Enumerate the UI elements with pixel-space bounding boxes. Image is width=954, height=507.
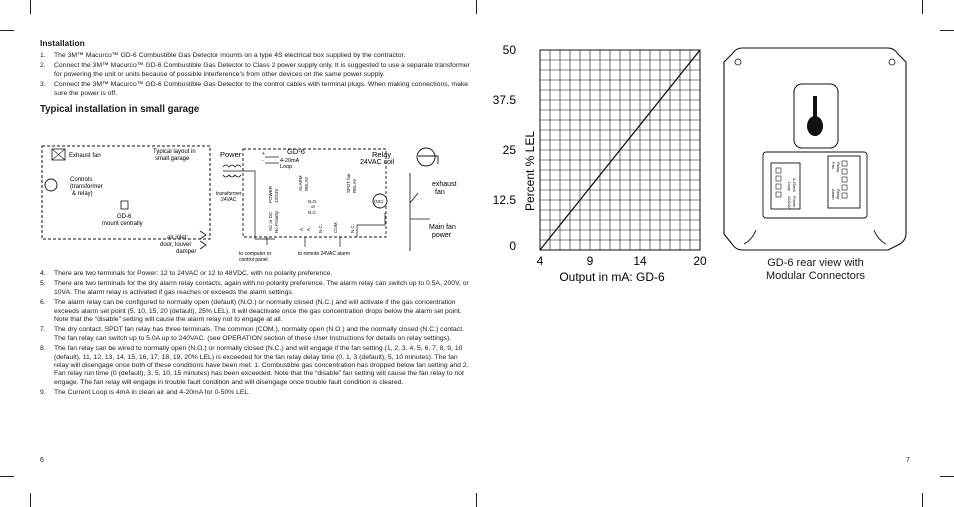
crop-mark (0, 476, 14, 477)
crop-mark (30, 493, 31, 507)
alarm-label: Alarm (831, 189, 836, 200)
spdt-label-2: RELAY (352, 178, 357, 193)
transformer-label-1: transformer (216, 191, 242, 197)
power-terminal-label-1: POWER (268, 185, 273, 203)
fan-relay-label: Relay (836, 162, 841, 173)
air-inlet-icon (200, 231, 206, 249)
typical-layout-label-2: small garage (155, 156, 190, 162)
or-label: or (311, 204, 316, 209)
item-text: The Current Loop is 4mA in clean air and 4-20mA for 0-50% LEL. (54, 389, 251, 397)
item-number: 8. (40, 345, 46, 353)
typical-installation-heading: Typical installation in small garage (40, 103, 200, 116)
installation-heading: Installation (40, 38, 85, 48)
controls-label-3: & relay) (72, 191, 93, 197)
air-inlet-label-1: air inlet: (167, 235, 189, 241)
alarm-relay-label-2: RELAY (304, 176, 309, 191)
item-text: The 3M™ Macurco™ GD-6 Combustible Gas Detector mounts on a type 4S electrical box supplied by the contractor. (54, 52, 406, 59)
gd6-label-2: mount centrally (102, 221, 143, 227)
terminal-a1-label: A (299, 227, 304, 231)
y-tick-label: 12.5 (492, 193, 516, 207)
loop-label-1: 4-20mA (280, 158, 300, 164)
power-label: Power (220, 150, 242, 159)
relay-coil-label-1: Relay (372, 150, 392, 159)
nc-symbol: (NC) (374, 199, 384, 204)
list-item (40, 345, 470, 387)
item-text: Connect the 3M™ Macurco™ GD-6 Combustible Gas Detector to the control cables with terminal plugs. When making connections, make sure the power is off. (54, 81, 469, 97)
terminal-nc-label: N.C. (318, 224, 323, 233)
rear-view-caption (728, 257, 903, 283)
page-number-right: 7 (906, 457, 910, 464)
mount-hole (735, 59, 741, 65)
crop-mark (922, 0, 923, 14)
computer-label-1: to computer or (239, 251, 272, 257)
exhaust-fan-diagram-icon (417, 148, 438, 166)
item-text: Connect the 3M™ Macurco™ GD-6 Combustible Gas Detector to Class 2 power supply only. It is suggested to use a separate transformer for powering the unit or units because of possible interference’s from other devices on the same power supply. (54, 62, 470, 78)
air-inlet-label-3: damper (176, 249, 197, 255)
air-inlet-label-2: door, louver (160, 242, 192, 248)
x-tick-label: 9 (586, 254, 594, 268)
x-tick-label: 4 (536, 254, 544, 268)
garage-layout (42, 146, 210, 255)
page-number-left: 6 (40, 457, 44, 464)
fan-relay-wire (357, 213, 385, 237)
item-number: 9. (40, 389, 46, 397)
terminal-steps (40, 270, 470, 400)
item-number: 1. (40, 52, 46, 59)
no-polarity-label: No Polarity (274, 210, 279, 233)
fan-label: Fan (831, 162, 836, 169)
acdc-label: AC or DC (268, 211, 273, 231)
item-number: 4. (40, 270, 46, 277)
wiring-diagram (216, 147, 457, 263)
exhaust-fan-diagram-label-2: fan (435, 189, 445, 196)
loop-ma-label: 4-20mA (792, 178, 797, 193)
nc-label: N.C. (308, 210, 317, 215)
item-number: 3. (40, 81, 46, 89)
wire-grommet-icon (807, 116, 823, 136)
mount-hole (889, 59, 895, 65)
y-tick-label: 0 (509, 239, 516, 253)
list-item (40, 299, 470, 324)
x-axis-label: Output in mA: GD-6 (559, 270, 665, 284)
alarm-relay-label: Relay (836, 189, 841, 200)
controls-icon (45, 179, 57, 191)
caption-line-2: Modular Connectors (765, 270, 866, 282)
main-fan-label-2: power (432, 232, 452, 239)
gd6-label-1: GD-6 (117, 214, 132, 220)
item-number: 2. (40, 62, 46, 70)
list-item (40, 270, 470, 278)
x-tick-label: 20 (693, 254, 707, 268)
left-page (40, 38, 470, 119)
x-tick-label: 14 (633, 254, 647, 268)
gd6-icon (121, 201, 128, 209)
crop-mark (940, 30, 954, 31)
power-terminal-label-2: 12/24V (274, 188, 279, 203)
relay-coil-label-2: 24VAC coil (360, 159, 395, 166)
item-text: There are two terminals for the dry alarm relay contacts, again with no polarity preference. The alarm relay can switch up to 0.5A, 200V, or 10VA. The alarm relay is activated if gas reaches or exceeds the alarm settings. (54, 280, 469, 296)
list-item (40, 52, 470, 60)
voltage-label: 12/24V (787, 196, 792, 209)
item-text: The dry contact, SPDT fan relay has three terminals. The common (COM.), normally open (N.O.) and the normally closed (N.C.) contact. The fan relay can switch up to 5.0A up to 240VAC. (see OPERATION section of these User Instructions for details on relay settings). (54, 326, 464, 342)
crop-mark (476, 493, 477, 507)
controls-label-1: Controls (70, 177, 93, 183)
crop-mark (0, 30, 14, 31)
y-tick-labels (493, 43, 517, 253)
terminal-com-label: COM. (333, 221, 338, 233)
alarm-relay-label-1: ALARM (298, 175, 303, 191)
list-item (40, 389, 470, 397)
item-text: The alarm relay can be configured to normally open (default) (N.O.) or normally closed (N.C.) and will activate if the gas concentration exceeds alarm set point (5, 10, 15, 20 (default), 25% LEL). It will deactivate once the gas concentration drops below the alarm set point. Note that the “disable” setting will cause the alarm relay not to engage at all. (54, 299, 462, 324)
item-text: There are two terminals for Power: 12 to 24VAC or 12 to 48VDC, with no polarity preference. (54, 270, 333, 277)
y-tick-label: 37.5 (492, 93, 516, 107)
gd6-box-label: GD-6 (287, 147, 305, 156)
y-axis-label: Percent % LEL (523, 130, 537, 212)
crop-mark (476, 0, 477, 14)
list-item (40, 81, 470, 98)
list-item (40, 326, 470, 343)
y-tick-label: 50 (502, 43, 516, 57)
minus-sign: - (262, 158, 264, 164)
power-label: Power (792, 196, 797, 208)
list-item (40, 62, 470, 79)
crop-mark (922, 493, 923, 507)
remote-alarm-label: to remote 24VAC alarm (298, 251, 350, 257)
install-steps (40, 52, 470, 98)
exhaust-fan-diagram-label-1: exhaust (432, 181, 457, 188)
lel-chart (490, 38, 715, 288)
y-tick-label: 25 (502, 143, 516, 157)
main-fan-label-1: Main fan (429, 224, 456, 231)
no-label: N.O. (308, 199, 318, 204)
controls-label-2: (transformer (70, 184, 103, 190)
caption-line-1: GD-6 rear view with (767, 257, 864, 269)
electrical-box-plate (724, 48, 906, 250)
item-text: The fan relay can be wired to normally open (N.O.) or normally closed (N.C.) and will engage if the fan setting (1, 2, 3, 4, 5, 6, 7, 8, 9, 10 (default), 11, 12, 13, 14, 15, 16, 17, 18, 19, 20% LEL) is exceeded for the fan relay delay time (0, 1, 3 (default), 5, 10 minutes). The fan relay will disengage once both of these conditions have been met: 1. Combustible gas concentration has dropped below fan setting and 2. Fan relay run time (0 (default), 3, 5, 10, 15 minutes) has been exceeded. Note that the “disable” fan setting will cause the fan relay to not engage. The fan relay will engage in trouble fault condition and will disengage once trouble fault condition is cleared. (54, 345, 469, 386)
plus-sign: + (262, 151, 265, 157)
item-number: 5. (40, 280, 46, 288)
item-number: 6. (40, 299, 46, 307)
terminal-nc2-label: N.C. (350, 224, 355, 233)
typical-layout-label-1: Typical layout in (153, 149, 196, 155)
exhaust-fan-label: Exhaust fan (69, 153, 101, 159)
gd6-rear-view (720, 44, 910, 289)
installation-diagram (40, 143, 465, 265)
spdt-label-1: SPDT fan (346, 173, 351, 193)
terminal-a2-label: A (306, 227, 311, 231)
item-number: 7. (40, 326, 46, 334)
transformer-label-2: 24VAC (221, 197, 237, 203)
x-tick-labels (537, 254, 707, 268)
loop-label-2: Loop (280, 164, 293, 170)
computer-label-2: control panel (239, 257, 268, 263)
crop-mark (30, 0, 31, 14)
loop-label: Loop (787, 182, 792, 191)
relay-switch (410, 193, 418, 203)
crop-mark (940, 476, 954, 477)
list-item (40, 280, 470, 297)
